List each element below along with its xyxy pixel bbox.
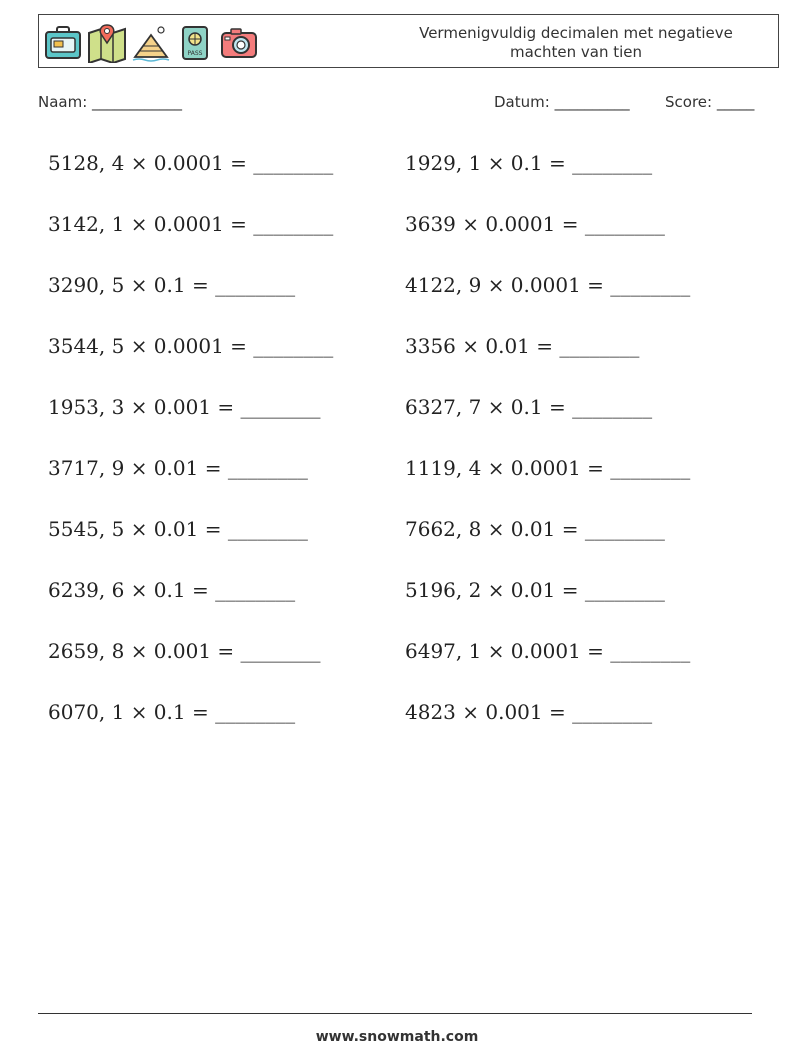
date-field-label: Datum: __________ (494, 93, 630, 111)
map-icon (87, 21, 127, 63)
problem-right-1: 1929, 1 × 0.1 = ________ (405, 151, 653, 175)
name-field-label: Naam: ____________ (38, 93, 183, 111)
problem-left-10: 6070, 1 × 0.1 = ________ (48, 700, 296, 724)
title-line-1: Vermenigvuldig decimalen met negatieve (419, 24, 733, 42)
problem-left-2: 3142, 1 × 0.0001 = ________ (48, 212, 334, 236)
problem-right-10: 4823 × 0.001 = ________ (405, 700, 653, 724)
svg-text:PASS: PASS (187, 50, 203, 57)
camera-icon (219, 21, 259, 63)
problem-left-7: 5545, 5 × 0.01 = ________ (48, 517, 308, 541)
problem-right-4: 3356 × 0.01 = ________ (405, 334, 640, 358)
footer-url: www.snowmath.com (315, 1029, 479, 1045)
score-field-label: Score: _____ (665, 93, 755, 111)
suitcase-icon (43, 21, 83, 63)
problem-left-8: 6239, 6 × 0.1 = ________ (48, 578, 296, 602)
problem-left-9: 2659, 8 × 0.001 = ________ (48, 639, 321, 663)
problem-right-3: 4122, 9 × 0.0001 = ________ (405, 273, 691, 297)
problem-right-9: 6497, 1 × 0.0001 = ________ (405, 639, 691, 663)
header-icons (43, 21, 259, 63)
problem-right-6: 1119, 4 × 0.0001 = ________ (405, 456, 691, 480)
problem-left-5: 1953, 3 × 0.001 = ________ (48, 395, 321, 419)
pyramid-icon (131, 21, 171, 63)
problem-right-2: 3639 × 0.0001 = ________ (405, 212, 665, 236)
problem-left-6: 3717, 9 × 0.01 = ________ (48, 456, 308, 480)
passport-icon (175, 21, 215, 63)
problem-left-4: 3544, 5 × 0.0001 = ________ (48, 334, 334, 358)
worksheet-title (396, 24, 756, 62)
problem-left-1: 5128, 4 × 0.0001 = ________ (48, 151, 334, 175)
worksheet-header (38, 14, 779, 68)
title-line-2: machten van tien (509, 43, 643, 61)
problem-right-8: 5196, 2 × 0.01 = ________ (405, 578, 665, 602)
problem-right-7: 7662, 8 × 0.01 = ________ (405, 517, 665, 541)
problem-left-3: 3290, 5 × 0.1 = ________ (48, 273, 296, 297)
footer-divider (38, 1013, 752, 1014)
problem-right-5: 6327, 7 × 0.1 = ________ (405, 395, 653, 419)
